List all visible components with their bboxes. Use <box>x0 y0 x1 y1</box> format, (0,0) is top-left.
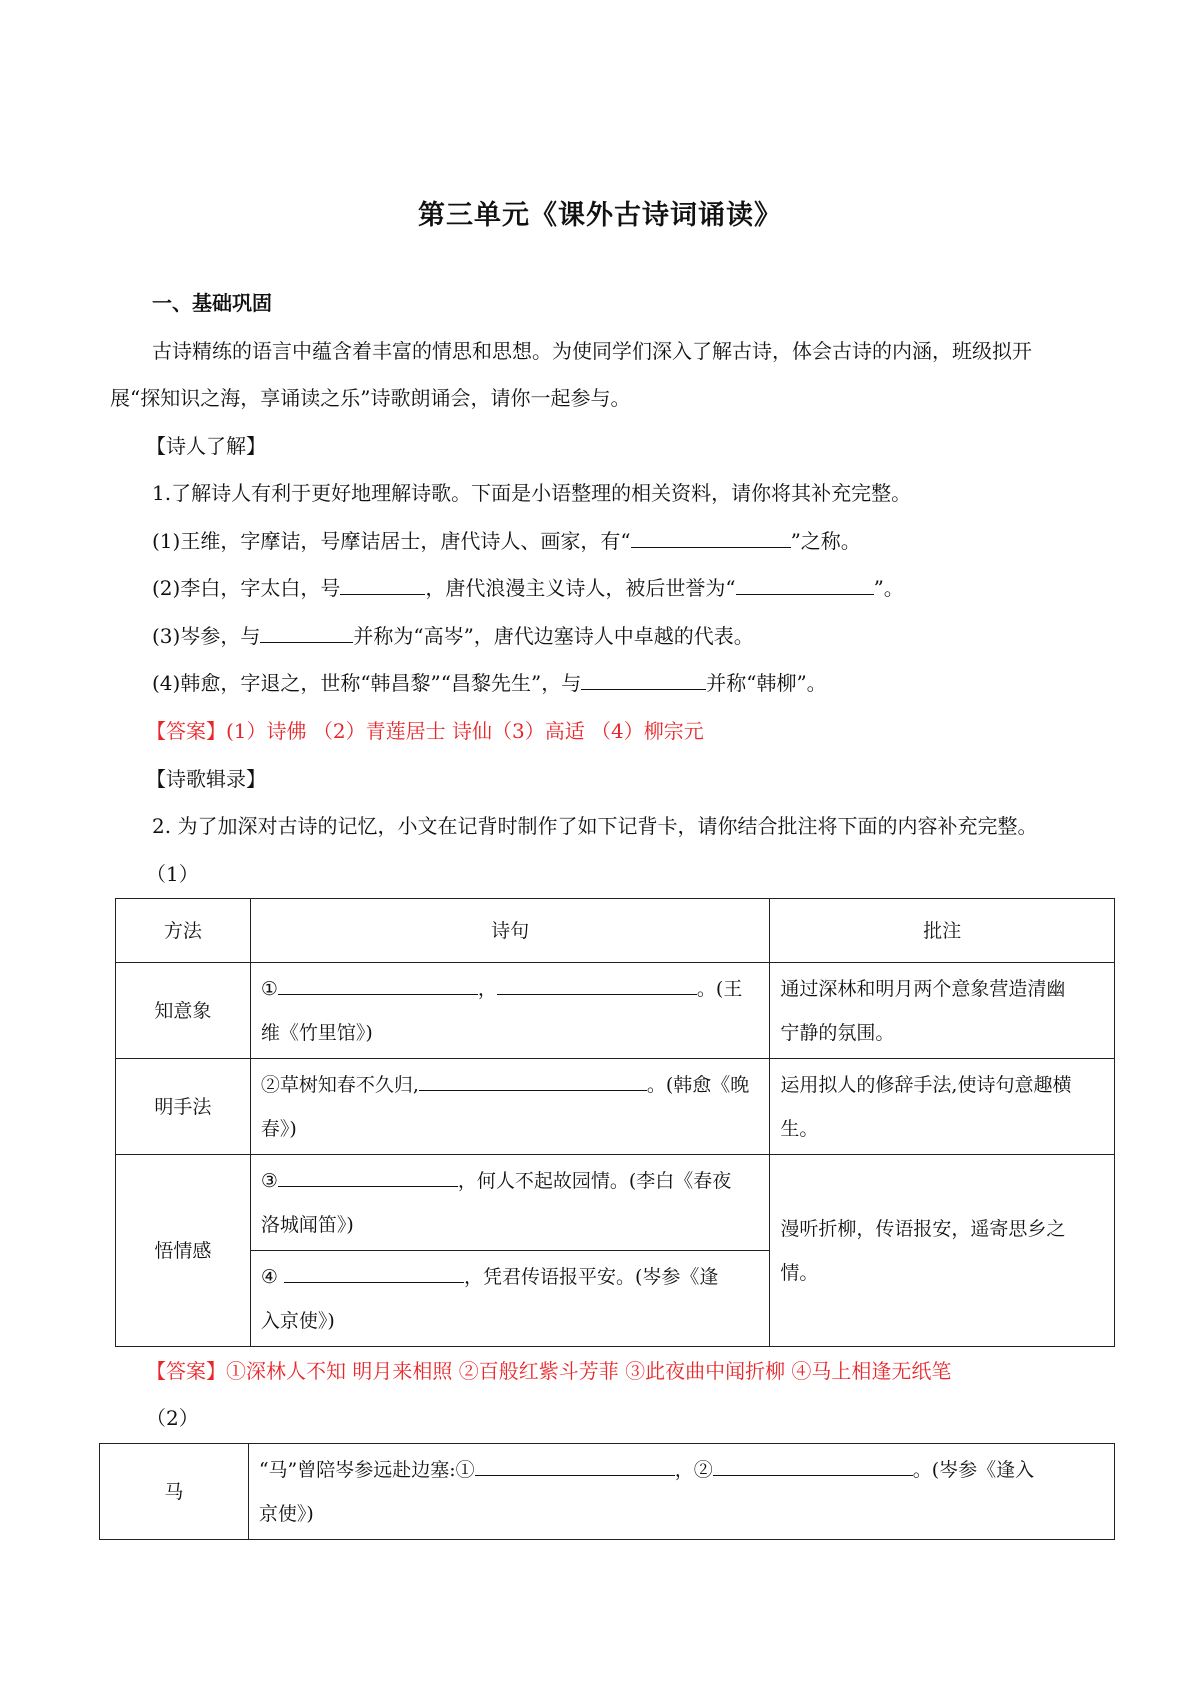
method-cell: 明手法 <box>116 1059 251 1155</box>
fill-blank[interactable] <box>581 669 706 690</box>
item-2-mid: ，唐代浪漫主义诗人，被后世誉为“ <box>425 576 736 600</box>
question-1-item-4 <box>152 667 827 696</box>
item-3-text: (3)岑参，与 <box>152 624 261 648</box>
poem-cell <box>250 963 770 1059</box>
memory-card-table <box>115 898 1115 1347</box>
note-line: 生。 <box>780 1117 819 1140</box>
method-cell: 知意象 <box>116 963 251 1059</box>
item-1-text: (1)王维，字摩诘，号摩诘居士，唐代诗人、画家，有“ <box>152 529 631 553</box>
item-2-tail: ”。 <box>873 576 904 600</box>
answer-2: 【答案】①深林人不知 明月来相照 ②百般红紫斗芳菲 ③此夜曲中闻折柳 ④马上相逢无纸笔 <box>146 1359 952 1383</box>
poem-text: ，凭君传语报平安。(岑参《逢 <box>463 1265 719 1288</box>
poem-source-cont: 春》) <box>260 1117 297 1140</box>
note-line: 漫听折柳，传语报安，遥寄思乡之 <box>780 1217 1066 1240</box>
table-header-row <box>116 899 1115 963</box>
fill-blank[interactable] <box>475 1455 675 1476</box>
horse-table <box>99 1443 1115 1540</box>
note-line: 情。 <box>780 1261 819 1284</box>
table-row <box>100 1444 1115 1540</box>
poem-cell <box>250 1059 770 1155</box>
note-line: 运用拟人的修辞手法,使诗句意趣横 <box>780 1073 1072 1096</box>
header-method: 方法 <box>116 899 251 963</box>
fill-blank[interactable] <box>340 574 425 595</box>
page-title: 第三单元《课外古诗词诵读》 <box>418 200 782 231</box>
intro-paragraph-line1: 古诗精练的语言中蕴含着丰富的情思和思想。为使同学们深入了解古诗，体会古诗的内涵，班级拟开 <box>152 339 1032 363</box>
fill-blank[interactable] <box>631 527 791 548</box>
header-note: 批注 <box>770 899 1115 963</box>
method-cell: 悟情感 <box>116 1155 251 1347</box>
note-line: 宁静的氛围。 <box>780 1021 895 1044</box>
note-cell <box>770 1155 1115 1347</box>
item-3-tail: 并称为“高岑”，唐代边塞诗人中卓越的代表。 <box>353 624 754 648</box>
question-1: 1.了解诗人有利于更好地理解诗歌。下面是小语整理的相关资料，请你将其补充完整。 <box>152 481 912 505</box>
question-1-item-2 <box>152 572 904 601</box>
poem-source-cont: 洛城闻笛》) <box>260 1213 354 1236</box>
fill-blank[interactable] <box>278 1166 458 1187</box>
item-4-tail: 并称“韩柳”。 <box>706 671 827 695</box>
intro-paragraph-line2: 展“探知识之海，享诵读之乐”诗歌朗诵会，请你一起参与。 <box>110 386 631 410</box>
circled-number: ① <box>260 977 278 1000</box>
part-label-poets: 【诗人了解】 <box>146 434 266 458</box>
answer-1: 【答案】(1）诗佛 （2）青莲居士 诗仙（3）高适 （4）柳宗元 <box>146 719 704 743</box>
fill-blank[interactable] <box>419 1070 647 1091</box>
fill-blank[interactable] <box>260 622 353 643</box>
fill-blank[interactable] <box>284 1262 464 1283</box>
question-1-item-3 <box>152 620 754 649</box>
poem-source: 。(岑参《逢入 <box>912 1458 1035 1481</box>
sub-question-1: （1） <box>146 862 199 886</box>
table-row <box>116 1059 1115 1155</box>
note-cell <box>770 963 1115 1059</box>
sub-question-2: （2） <box>146 1406 199 1430</box>
question-1-item-1 <box>152 525 861 554</box>
comma: ， <box>477 977 497 1000</box>
section-heading: 一、基础巩固 <box>152 291 272 315</box>
prompt-mid: ，② <box>674 1458 713 1481</box>
content-cell <box>248 1444 1114 1540</box>
poem-source-cont: 京使》) <box>258 1502 314 1525</box>
circled-number: ③ <box>260 1169 278 1192</box>
poem-source-cont: 维《竹里馆》) <box>260 1021 373 1044</box>
fill-blank[interactable] <box>713 1455 913 1476</box>
poem-cell <box>250 1155 770 1251</box>
table-row <box>116 1155 1115 1251</box>
part-label-poems: 【诗歌辑录】 <box>146 767 266 791</box>
fill-blank[interactable] <box>736 574 874 595</box>
poem-cell <box>250 1251 770 1347</box>
poem-source: 。(韩愈《晚 <box>646 1073 750 1096</box>
fill-blank[interactable] <box>278 974 478 995</box>
item-2-text: (2)李白，字太白，号 <box>152 576 341 600</box>
poem-source: 。(王 <box>696 977 743 1000</box>
label-cell: 马 <box>100 1444 249 1540</box>
circled-number: ④ <box>260 1265 278 1288</box>
poem-text: ，何人不起故园情。(李白《春夜 <box>457 1169 732 1192</box>
fill-blank[interactable] <box>497 974 697 995</box>
poem-text: ②草树知春不久归, <box>260 1073 419 1096</box>
poem-source-cont: 入京使》) <box>260 1309 335 1332</box>
item-1-tail: ”之称。 <box>790 529 861 553</box>
header-poem: 诗句 <box>250 899 770 963</box>
question-2: 2. 为了加深对古诗的记忆，小文在记背时制作了如下记背卡，请你结合批注将下面的内容补充完整。 <box>152 814 1038 838</box>
item-4-text: (4)韩愈，字退之，世称“韩昌黎”“昌黎先生”，与 <box>152 671 582 695</box>
note-line: 通过深林和明月两个意象营造清幽 <box>780 977 1066 1000</box>
prompt-text: “马”曾陪岑参远赴边塞:① <box>258 1458 475 1481</box>
table-row <box>116 963 1115 1059</box>
note-cell <box>770 1059 1115 1155</box>
